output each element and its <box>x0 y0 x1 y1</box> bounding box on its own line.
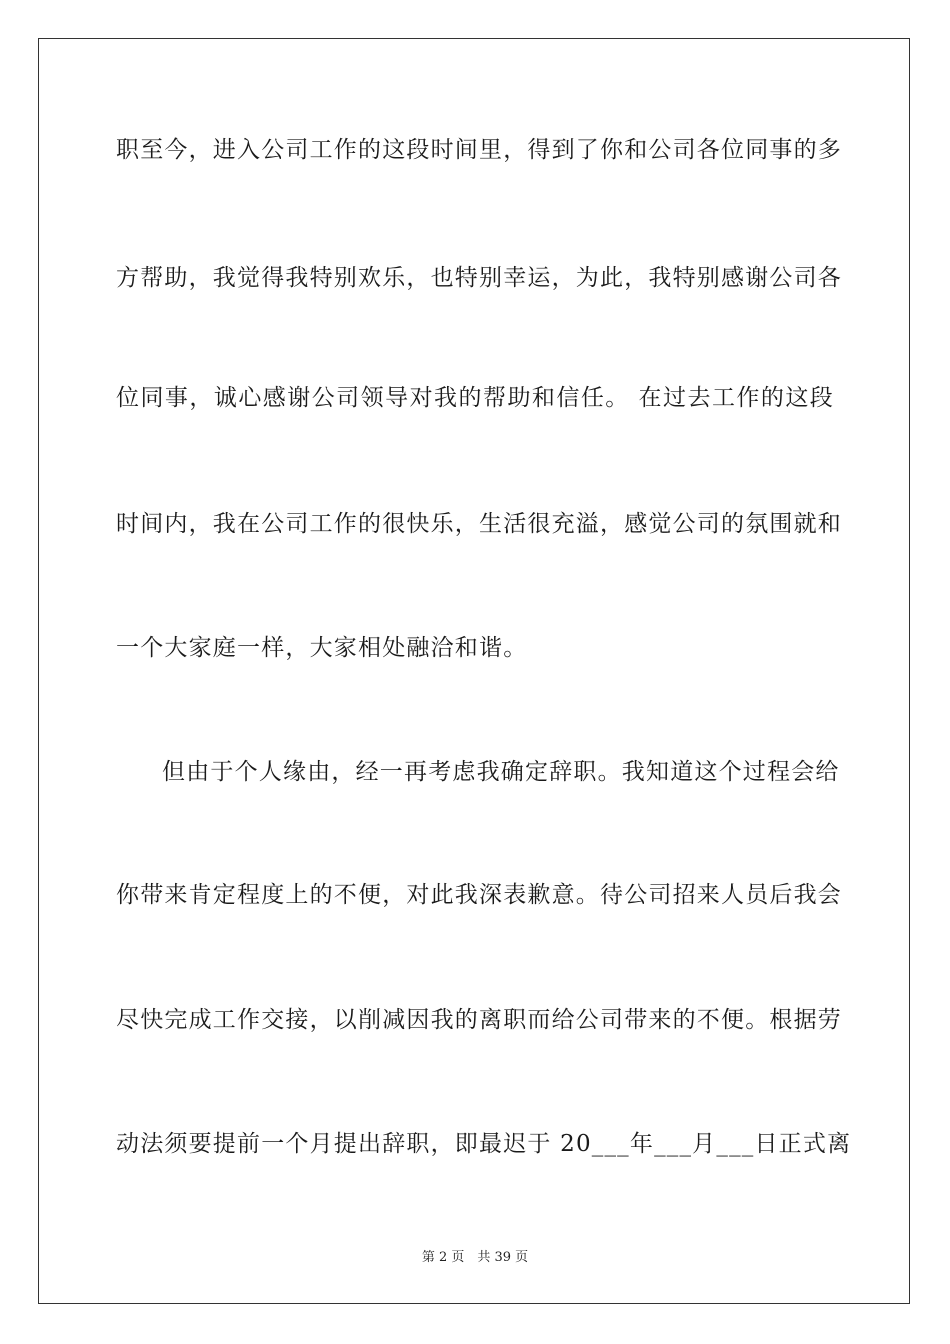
paragraph-line: 但由于个人缘由，经一再考虑我确定辞职。我知道这个过程会给 <box>162 759 840 785</box>
page-number-footer: 第 2 页 共 39 页 <box>421 1250 529 1265</box>
paragraph-line: 职至今，进入公司工作的这段时间里，得到了你和公司各位同事的多 <box>116 137 842 163</box>
paragraph-line: 尽快完成工作交接，以削减因我的离职而给公司带来的不便。根据劳 <box>116 1007 842 1033</box>
paragraph-line: 你带来肯定程度上的不便，对此我深表歉意。待公司招来人员后我会 <box>116 882 842 908</box>
paragraph-line: 一个大家庭一样，大家相处融洽和谐。 <box>116 635 528 661</box>
paragraph-line: 时间内，我在公司工作的很快乐，生活很充溢，感觉公司的氛围就和 <box>116 511 842 537</box>
paragraph-line: 方帮助，我觉得我特别欢乐，也特别幸运，为此，我特别感谢公司各 <box>116 265 842 291</box>
page-frame <box>38 38 910 1304</box>
paragraph-line: 位同事，诚心感谢公司领导对我的帮助和信任。 在过去工作的这段 <box>116 385 834 411</box>
paragraph-line: 动法须要提前一个月提出辞职，即最迟于 20___年___月___日正式离 <box>116 1131 852 1157</box>
